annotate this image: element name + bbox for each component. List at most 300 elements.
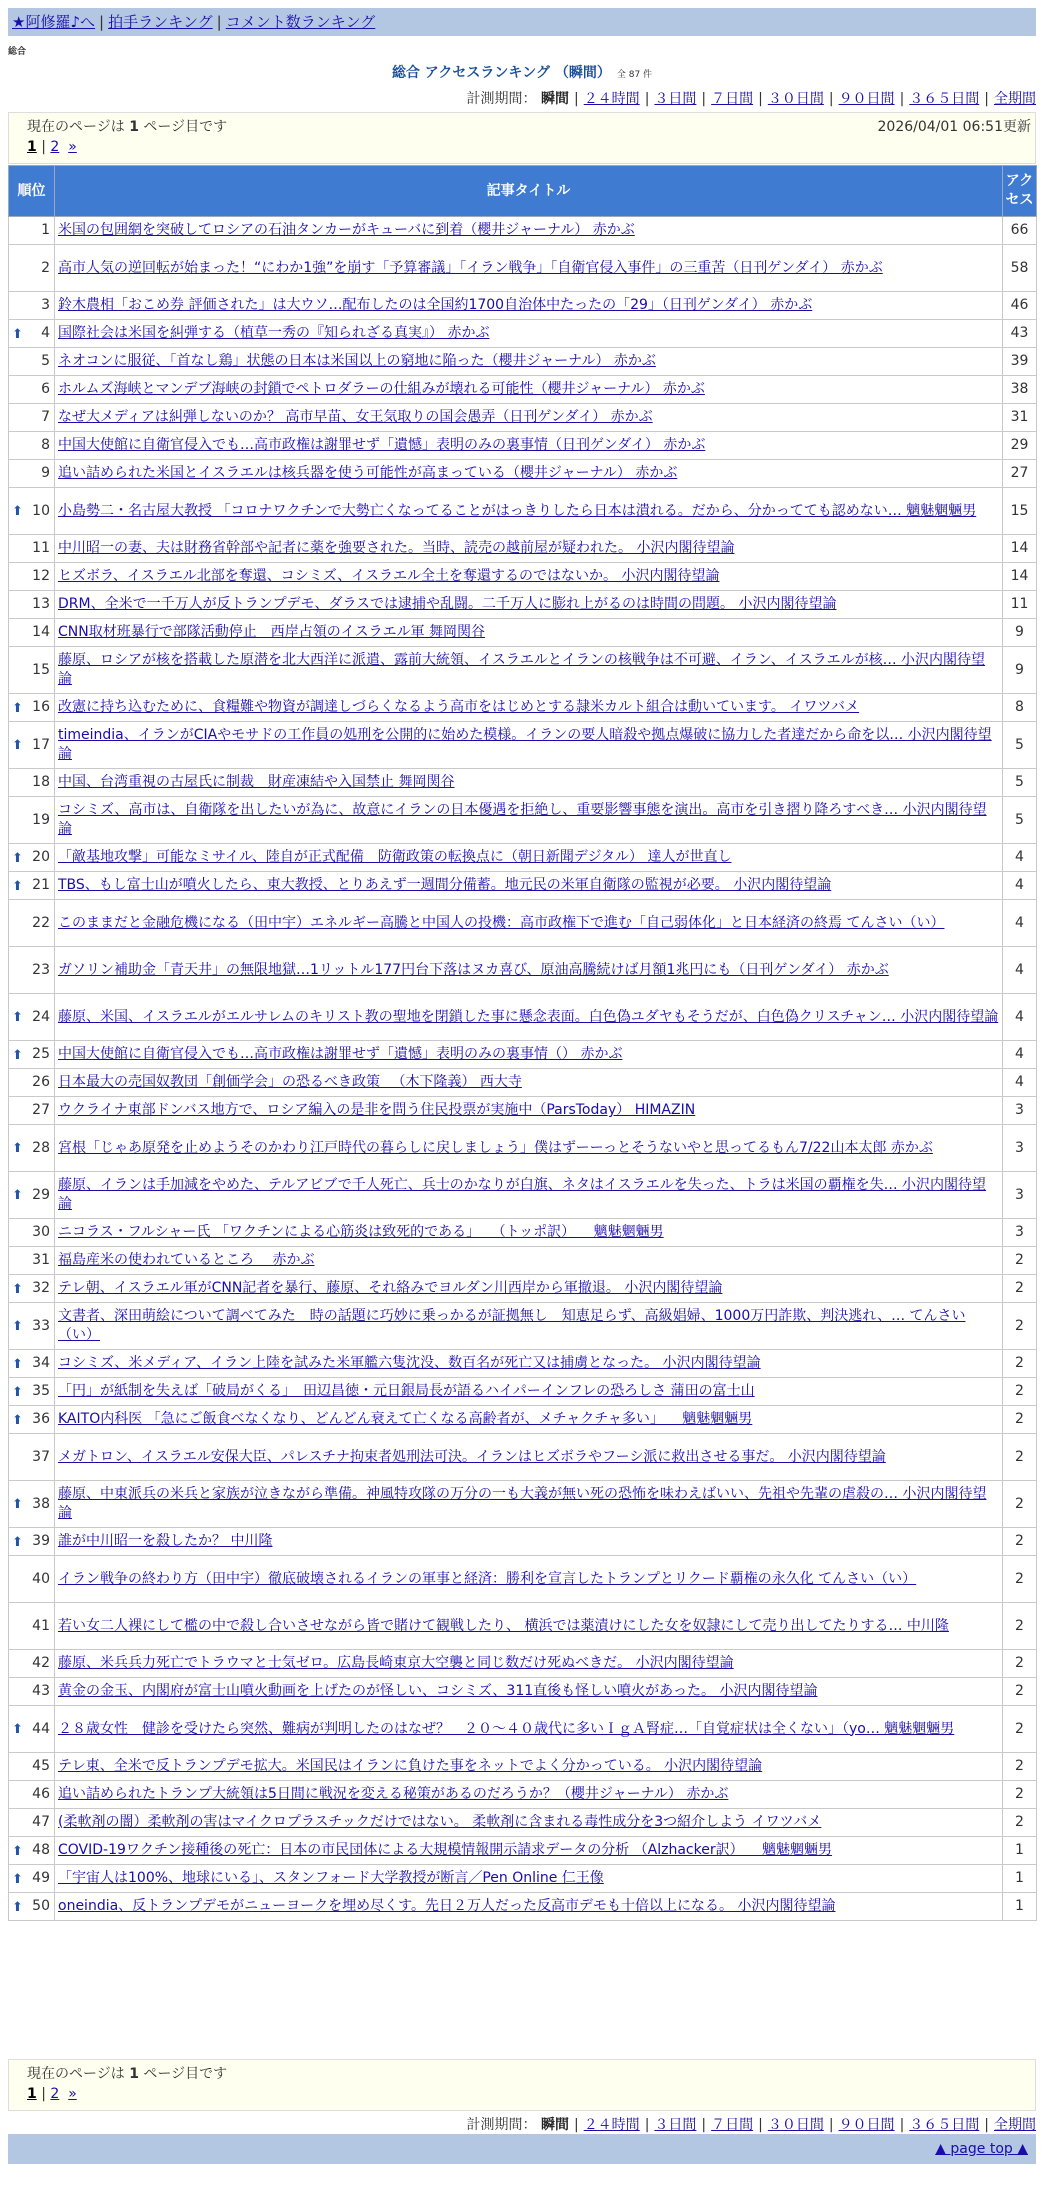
access-count: 5 [1003,797,1037,844]
title-cell [55,1706,1003,1753]
page-top-link[interactable]: ▲ page top ▲ [935,2141,1028,2157]
article-link[interactable]: ネオコンに服従、「首なし鶏」状態の日本は米国以上の窮地に陥った（櫻井ジャーナル） 赤かぶ [58,353,656,369]
title-cell [55,376,1003,404]
rank-number: 19 [32,811,50,828]
rank-header: 順位 [9,166,55,217]
table-row [9,217,1037,245]
article-link[interactable]: なぜ大メディアは糾弾しないのか？ 高市早苗、女王気取りの国会愚弄（日刊ゲンダイ） 赤かぶ [58,409,653,425]
rank-cell [9,844,55,872]
rank-cell [9,404,55,432]
table-row [9,872,1037,900]
title-cell [55,769,1003,797]
article-link[interactable]: 追い詰められたトランプ大統領は5日間に戦況を変える秘策があるのだろうか？（櫻井ジャーナル） 赤かぶ [58,1786,729,1802]
access-count: 2 [1003,1781,1037,1809]
applause-ranking-link[interactable]: 拍手ランキング [108,13,213,31]
article-link[interactable]: 藤原、米兵兵力死亡でトラウマと士気ゼロ。広島長崎東京大空襲と同じ数だけ死ぬべきだ。 小沢内閣待望論 [58,1655,734,1671]
access-count: 5 [1003,722,1037,769]
rank-cell [9,1481,55,1528]
rank-cell [9,460,55,488]
article-link[interactable]: 宮根「じゃあ原発を止めようそのかわり江戸時代の暮らしに戻しましょう」僕はずーーっとそうないやと思ってるもん7/22山本太郎 赤かぶ [58,1139,933,1156]
rank-cell [9,1893,55,1921]
access-count: 2 [1003,1303,1037,1350]
rank-up-arrow-icon: ⬆ [12,1534,23,1550]
category-label: 総合 [8,47,27,57]
rank-cell [9,1753,55,1781]
article-link[interactable]: ホルムズ海峡とマンデブ海峡の封鎖でペトロダラーの仕組みが壊れる可能性（櫻井ジャーナル） 赤かぶ [58,381,705,397]
next-page-link[interactable]: » [68,2086,77,2102]
home-link[interactable]: ★阿修羅♪へ [12,13,96,31]
title-cell [55,404,1003,432]
title-cell [55,694,1003,722]
title-cell [55,1378,1003,1406]
article-link[interactable]: 黄金の金玉、内閣府が富士山噴火動画を上げたのが怪しい、コシミズ、311直後も怪しい噴火があった。 小沢内閣待望論 [58,1683,818,1699]
current-page-text: 現在のページは 1 ページ目です [27,2066,228,2082]
access-count: 2 [1003,1753,1037,1781]
access-count: 46 [1003,292,1037,320]
table-row [9,460,1037,488]
rank-up-arrow-icon: ⬆ [12,1412,23,1428]
period-3d-link[interactable]: ３日間 [654,91,697,107]
table-row [9,1837,1037,1865]
article-link[interactable]: CNN取材班暴行で部隊活動停止 西岸占領のイスラエル軍 舞岡関谷 [58,624,486,640]
table-row [9,797,1037,844]
table-row [9,320,1037,348]
period-selector-top: 計測期間： 瞬間 | ２４時間 | ３日間 | ７日間 | ３０日間 | ９０日間 | ３６５日間 | 全期間 [466,91,1036,107]
rank-number: 28 [32,1139,50,1156]
title-cell [55,1753,1003,1781]
title-cell [55,217,1003,245]
total-count: 全 87 件 [616,70,653,80]
rank-up-arrow-icon: ⬆ [12,850,23,866]
article-link[interactable]: 国際社会は米国を糾弾する（植草一秀の『知られざる真実』） 赤かぶ [58,325,490,341]
title-cell [55,460,1003,488]
access-count: 2 [1003,1378,1037,1406]
rank-number: 14 [32,624,50,640]
table-row [9,404,1037,432]
rank-number: 6 [41,381,50,397]
title-cell [55,1556,1003,1603]
title-header: 記事タイトル [55,166,1003,217]
rank-cell [9,994,55,1041]
rank-number: 8 [41,437,50,453]
access-count: 9 [1003,619,1037,647]
rank-up-arrow-icon: ⬆ [12,504,23,519]
rank-number: 46 [32,1786,50,1802]
article-link[interactable]: 米国の包囲網を突破してロシアの石油タンカーがキューバに到着（櫻井ジャーナル） 赤かぶ [58,222,635,238]
table-row [9,376,1037,404]
rank-cell [9,1650,55,1678]
article-link[interactable]: TBS、もし富士山が噴火したら、東大教授、とりあえず一週間分備蓄。地元民の米軍自衛隊の監視が必要。 小沢内閣待望論 [58,877,832,893]
rank-cell [9,1556,55,1603]
access-count: 14 [1003,563,1037,591]
table-row [9,994,1037,1041]
rank-cell [9,591,55,619]
rank-cell [9,432,55,460]
article-link[interactable]: ガソリン補助金「青天井」の無限地獄…1リットル177円台下落はヌカ喜び、原油高騰続けば月額1兆円にも（日刊ゲンダイ） 赤かぶ [58,961,889,978]
rank-up-arrow-icon: ⬆ [12,1281,23,1297]
title-cell [55,1481,1003,1528]
access-count: 2 [1003,1809,1037,1837]
article-link[interactable]: 日本最大の売国奴教団「創価学会」の恐るべき政策 （木下隆義） 西大寺 [58,1074,522,1090]
article-link[interactable]: イラン戦争の終わり方（田中宇）徹底破壊されるイランの軍事と経済：勝利を宣言したトランプとリクード覇権の永久化 てんさい（い） [58,1570,917,1587]
table-row [9,1247,1037,1275]
pagination-bottom: 1 | 2 » [27,2086,77,2102]
title-cell [55,591,1003,619]
table-row [9,591,1037,619]
article-link[interactable]: コシミズ、米メディア、イラン上陸を試みた米軍艦六隻沈没、数百名が死亡又は捕虜となった。 小沢内閣待望論 [58,1355,761,1371]
article-link[interactable]: 藤原、中東派兵の米兵と家族が泣きながら準備。神風特攻隊の万分の一も大義が無い死の恐怖を味わえばいい、先祖や先輩の虐殺の… 小沢内閣待望論 [58,1486,987,1521]
rank-cell [9,563,55,591]
rank-number: 37 [32,1448,50,1465]
rank-cell [9,1219,55,1247]
rank-cell [9,1865,55,1893]
nav-separator: | [99,13,105,31]
table-row [9,1528,1037,1556]
article-link[interactable]: timeindia、イランがCIAやモサドの工作員の処刑を公開的に始めた模様。イランの要人暗殺や拠点爆破に協力した者達だから命を以… 小沢内閣待望論 [58,727,992,762]
page-1-link[interactable]: 1 [27,139,37,155]
table-row [9,563,1037,591]
rank-number: 16 [32,699,50,715]
title-cell [55,1406,1003,1434]
article-link[interactable]: 追い詰められた米国とイスラエルは核兵器を使う可能性が高まっている（櫻井ジャーナル） 赤かぶ [58,465,678,481]
access-count: 4 [1003,994,1037,1041]
rank-cell [9,1706,55,1753]
rank-number: 9 [41,465,50,481]
period-24h-link[interactable]: ２４時間 [583,2117,640,2133]
article-link[interactable]: 中国、台湾重視の古屋氏に制裁 財産凍結や入国禁止 舞岡関谷 [58,774,455,790]
period-all-link[interactable]: 全期間 [994,2117,1036,2133]
article-link[interactable]: 若い女二人裸にして檻の中で殺し合いさせながら皆で賭けて観戦したり、 横浜では薬漬けにした女を奴隷にして売り出してたりする… 中川隆 [58,1617,949,1634]
rank-number: 3 [41,297,50,313]
rank-number: 26 [32,1074,50,1090]
rank-cell [9,797,55,844]
period-all-link[interactable]: 全期間 [994,91,1036,107]
article-link[interactable]: 福島産米の使われているところ 赤かぶ [58,1252,315,1268]
title-cell [55,1893,1003,1921]
rank-cell [9,376,55,404]
rank-number: 7 [41,409,50,425]
access-count: 4 [1003,900,1037,947]
rank-up-arrow-icon: ⬆ [12,1871,23,1887]
period-365d-link[interactable]: ３６５日間 [909,91,980,107]
article-link[interactable]: 藤原、ロシアが核を搭載した原潜を北大西洋に派遣、露前大統領、イスラエルとイランの核戦争は不可避、イラン、イスラエルが核… 小沢内閣待望論 [58,652,986,687]
table-row [9,1125,1037,1172]
period-label: 計測期間： [466,91,537,107]
table-row [9,1097,1037,1125]
article-link[interactable]: テレ東、全米で反トランプデモ拡大。米国民はイランに負けた事をネットでよく分かっている。 小沢内閣待望論 [58,1758,763,1774]
access-count: 3 [1003,1219,1037,1247]
period-30d-link[interactable]: ３０日間 [767,2117,824,2133]
rank-number: 17 [32,736,50,753]
rank-cell [9,900,55,947]
title-cell [55,722,1003,769]
rank-number: 38 [32,1495,50,1512]
title-cell [55,1275,1003,1303]
article-link[interactable]: 中国大使館に自衛官侵入でも…高市政権は謝罪せず「遺憾」表明のみの裏事情（日刊ゲンダイ） 赤かぶ [58,437,706,453]
title-cell [55,797,1003,844]
table-row [9,900,1037,947]
table-row [9,1706,1037,1753]
title-cell [55,1350,1003,1378]
rank-number: 48 [32,1842,50,1858]
title-cell [55,320,1003,348]
title-cell [55,872,1003,900]
table-row [9,1603,1037,1650]
rank-cell [9,1809,55,1837]
rank-up-arrow-icon: ⬆ [12,878,23,894]
table-row [9,619,1037,647]
rank-number: 5 [41,353,50,369]
access-count: 2 [1003,1528,1037,1556]
rank-number: 31 [32,1252,50,1268]
rank-cell [9,1350,55,1378]
article-link[interactable]: 鈴木農相「おこめ券 評価された」は大ウソ…配布したのは全国約1700自治体中たったの「29」（日刊ゲンダイ） 赤かぶ [58,297,813,313]
rank-number: 20 [32,849,50,865]
rank-number: 1 [41,222,50,238]
table-row [9,432,1037,460]
article-link[interactable]: 「敵基地攻撃」可能なミサイル、陸自が正式配備 防衛政策の転換点に（朝日新聞デジタル） 達人が世直し [58,849,732,865]
article-link[interactable]: 中川昭一の妻、夫は財務省幹部や記者に薬を強要された。当時、読売の越前屋が疑われた。 小沢内閣待望論 [58,540,735,556]
rank-number: 21 [32,877,50,893]
article-link[interactable]: このままだと金融危機になる（田中宇）エネルギー高騰と中国人の投機：高市政権下で進む「自己弱体化」と日本経済の終焉 てんさい（い） [58,914,945,931]
rank-cell [9,1678,55,1706]
period-24h-link[interactable]: ２４時間 [583,91,640,107]
period-90d-link[interactable]: ９０日間 [838,91,895,107]
title-cell [55,432,1003,460]
comment-ranking-link[interactable]: コメント数ランキング [225,13,376,31]
table-row [9,844,1037,872]
rank-cell [9,1069,55,1097]
title-cell [55,1678,1003,1706]
access-count: 3 [1003,1097,1037,1125]
table-row [9,1172,1037,1219]
current-page-text: 現在のページは 1 ページ目です [27,119,228,135]
title-cell [55,1247,1003,1275]
article-link[interactable]: 改憲に持ち込むために、食糧難や物資が調達しづらくなるよう高市をはじめとする隷米カルト組合は動いています。 イワツバメ [58,699,860,715]
rank-cell [9,872,55,900]
rank-number: 45 [32,1758,50,1774]
rank-cell [9,535,55,563]
table-row [9,1781,1037,1809]
rank-cell [9,1172,55,1219]
rank-number: 11 [32,540,50,556]
footer-bar [8,2134,1036,2164]
rank-cell [9,1378,55,1406]
rank-number: 40 [32,1570,50,1587]
table-row [9,1434,1037,1481]
table-row [9,1041,1037,1069]
current-page-number: 1 [129,119,139,135]
article-link[interactable]: メガトロン、イスラエル安保大臣、パレスチナ拘束者処刑法可決。イランはヒズボラやフーシ派に救出させる事だ。 小沢内閣待望論 [58,1448,886,1465]
title-cell [55,1603,1003,1650]
rank-number: 2 [41,259,50,276]
period-365d-link[interactable]: ３６５日間 [909,2117,980,2133]
access-count: 9 [1003,647,1037,694]
access-count: 11 [1003,591,1037,619]
title-cell [55,245,1003,292]
article-link[interactable]: ヒズボラ、イスラエル北部を奪還、コシミズ、イスラエル全土を奪還するのではないか。 小沢内閣待望論 [58,568,720,584]
rank-number: 18 [32,774,50,790]
title-cell [55,994,1003,1041]
next-page-link[interactable]: » [68,139,77,155]
rank-cell [9,722,55,769]
rank-number: 47 [32,1814,50,1830]
access-count: 2 [1003,1706,1037,1753]
period-90d-link[interactable]: ９０日間 [838,2117,895,2133]
rank-cell [9,245,55,292]
table-row [9,1406,1037,1434]
rank-number: 22 [32,914,50,931]
rank-cell [9,1528,55,1556]
article-link[interactable]: (柔軟剤の闇）柔軟剤の害はマイクロプラスチックだけではない。 柔軟剤に含まれる毒性成分を3つ紹介しよう イワツバメ [58,1814,822,1830]
rank-up-arrow-icon: ⬆ [12,1722,23,1737]
period-7d-link[interactable]: ７日間 [711,2117,754,2133]
table-row [9,348,1037,376]
title-cell [55,1650,1003,1678]
page-info-top [8,112,1036,164]
access-count: 4 [1003,872,1037,900]
period-selector-bottom: 計測期間： 瞬間 | ２４時間 | ３日間 | ７日間 | ３０日間 | ９０日間 | ３６５日間 | 全期間 [466,2117,1036,2133]
period-30d-link[interactable]: ３０日間 [767,91,824,107]
article-link[interactable]: 小島勢二・名古屋大教授 「コロナワクチンで大勢亡くなってることがはっきりしたら日本は潰れる。だから、分かってても認めない… 魑魅魍魎男 [58,502,977,519]
rank-up-arrow-icon: ⬆ [12,1010,23,1025]
access-count: 2 [1003,1650,1037,1678]
article-link[interactable]: 中国大使館に自衛官侵入でも…高市政権は謝罪せず「遺憾」表明のみの裏事情（） 赤かぶ [58,1046,623,1062]
rank-cell [9,1275,55,1303]
access-count: 58 [1003,245,1037,292]
table-row [9,1350,1037,1378]
access-count: 2 [1003,1556,1037,1603]
access-count: 14 [1003,535,1037,563]
rank-number: 4 [41,325,50,341]
title-cell [55,1219,1003,1247]
article-link[interactable]: DRM、全米で一千万人が反トランプデモ、ダラスでは逮捕や乱闘。二千万人に膨れ上がるのは時間の問題。 小沢内閣待望論 [58,596,837,612]
title-cell [55,1069,1003,1097]
article-link[interactable]: ウクライナ東部ドンバス地方で、ロシア編入の是非を問う住民投票が実施中（ParsToday） HIMAZIN [58,1102,696,1118]
title-cell [55,1865,1003,1893]
page-2-link[interactable]: 2 [50,139,60,155]
article-link[interactable]: 藤原、米国、イスラエルがエルサレムのキリスト教の聖地を閉鎖した事に懸念表面。白色偽ユダヤもそうだが、白色偽クリスチャン… 小沢内閣待望論 [58,1008,999,1025]
rank-number: 44 [32,1720,50,1737]
access-count: 38 [1003,376,1037,404]
table-row [9,535,1037,563]
article-link[interactable]: 文書者、深田萌絵について調べてみた 時の話題に巧妙に乗っかるが証拠無し 知恵足らず、高級娼婦、1000万円詐欺、判決逃れ、… てんさい（い） [58,1308,966,1343]
article-link[interactable]: KAITO内科医 「急にご飯食べなくなり、どんどん衰えて亡くなる高齢者が、メチャクチャ多い」 魑魅魍魎男 [58,1411,753,1427]
article-link[interactable]: ニコラス・フルシャー氏 「ワクチンによる心筋炎は致死的である」 （トッポ訳） 魑魅魍魎男 [58,1224,664,1240]
article-link[interactable]: oneindia、反トランプデモがニューヨークを埋め尽くす。先日２万人だった反高市デモも十倍以上になる。 小沢内閣待望論 [58,1898,836,1914]
ranking-table [8,165,1037,1921]
title-cell [55,947,1003,994]
table-row [9,694,1037,722]
access-count: 4 [1003,1069,1037,1097]
access-count: 2 [1003,1350,1037,1378]
table-row [9,1678,1037,1706]
table-row [9,947,1037,994]
title-cell [55,535,1003,563]
rank-number: 12 [32,568,50,584]
rank-number: 23 [32,961,50,978]
rank-cell [9,1125,55,1172]
title-cell [55,1809,1003,1837]
article-link[interactable]: 「円」が紙制を失えば「破局がくる」 田辺昌徳・元日銀局長が語るハイパーインフレの恐ろしさ 蒲田の富士山 [58,1383,755,1399]
access-count: 31 [1003,404,1037,432]
article-link[interactable]: 藤原、イランは手加減をやめた、テルアビブで千人死亡、兵士のかなりが白旗、ネタはイスラエルを失った、トラは米国の覇権を失… 小沢内閣待望論 [58,1177,987,1212]
title-cell [55,619,1003,647]
rank-up-arrow-icon: ⬆ [12,1384,23,1400]
access-count: 39 [1003,348,1037,376]
rank-number: 39 [32,1533,50,1549]
table-row [9,1753,1037,1781]
article-link[interactable]: 「宇宙人は100%、地球にいる」、スタンフォード大学教授が断言／Pen Online 仁王像 [58,1870,604,1886]
rank-number: 33 [32,1317,50,1334]
access-count: 2 [1003,1603,1037,1650]
table-row [9,1893,1037,1921]
title-cell [55,1303,1003,1350]
access-count: 4 [1003,844,1037,872]
rank-number: 30 [32,1224,50,1240]
period-3d-link[interactable]: ３日間 [654,2117,697,2133]
period-current: 瞬間 [540,91,569,107]
access-header: アクセス [1003,166,1037,217]
article-link[interactable]: コシミズ、高市は、自衛隊を出したいが為に、故意にイランの日本優遇を拒絶し、重要影響事態を演出。高市を引き摺り降ろすべき… 小沢内閣待望論 [58,802,987,837]
rank-cell [9,769,55,797]
rank-cell [9,619,55,647]
article-link[interactable]: ２８歳女性 健診を受けたら突然、難病が判明したのはなぜ？ ２０～４０歳代に多いＩｇＡ腎症…「自覚症状は全くない」（yo… 魑魅魍魎男 [58,1720,955,1737]
access-count: 1 [1003,1865,1037,1893]
access-count: 2 [1003,1678,1037,1706]
article-link[interactable]: テレ朝、イスラエル軍がCNN記者を暴行、藤原、それ絡みでヨルダン川西岸から軍撤退。 小沢内閣待望論 [58,1280,723,1296]
rank-number: 32 [32,1280,50,1296]
access-count: 1 [1003,1837,1037,1865]
rank-up-arrow-icon: ⬆ [12,738,23,753]
table-row [9,1275,1037,1303]
title-cell [55,844,1003,872]
rank-number: 29 [32,1186,50,1203]
rank-number: 50 [32,1898,50,1914]
title-cell [55,1097,1003,1125]
title-cell [55,1781,1003,1809]
access-count: 2 [1003,1406,1037,1434]
rank-number: 35 [32,1383,50,1399]
rank-cell [9,1837,55,1865]
title-cell [55,1125,1003,1172]
article-link[interactable]: COVID-19ワクチン接種後の死亡：日本の市民団体による大規模情報開示請求データの分析 （Alzhacker訳） 魑魅魍魎男 [58,1842,833,1858]
article-link[interactable]: 誰が中川昭一を殺したか？ 中川隆 [58,1533,273,1549]
rank-number: 27 [32,1102,50,1118]
rank-cell [9,488,55,535]
page-1-link[interactable]: 1 [27,2086,37,2102]
period-7d-link[interactable]: ７日間 [711,91,754,107]
current-page-number: 1 [129,2066,139,2082]
rank-cell [9,292,55,320]
rank-cell [9,647,55,694]
rank-up-arrow-icon: ⬆ [12,1899,23,1915]
table-row [9,1481,1037,1528]
title-cell [55,292,1003,320]
table-row [9,1069,1037,1097]
rank-number: 41 [32,1617,50,1634]
rank-cell [9,1434,55,1481]
table-row [9,1303,1037,1350]
access-count: 5 [1003,769,1037,797]
page-2-link[interactable]: 2 [50,2086,60,2102]
table-row [9,1556,1037,1603]
article-link[interactable]: 高市人気の逆回転が始まった！“にわか1強”を崩す「予算審議」「イラン戦争」「自衛官侵入事件」の三重苦（日刊ゲンダイ） 赤かぶ [58,259,883,276]
rank-number: 49 [32,1870,50,1886]
rank-up-arrow-icon: ⬆ [12,1319,23,1334]
table-row [9,1378,1037,1406]
rank-up-arrow-icon: ⬆ [12,1843,23,1859]
